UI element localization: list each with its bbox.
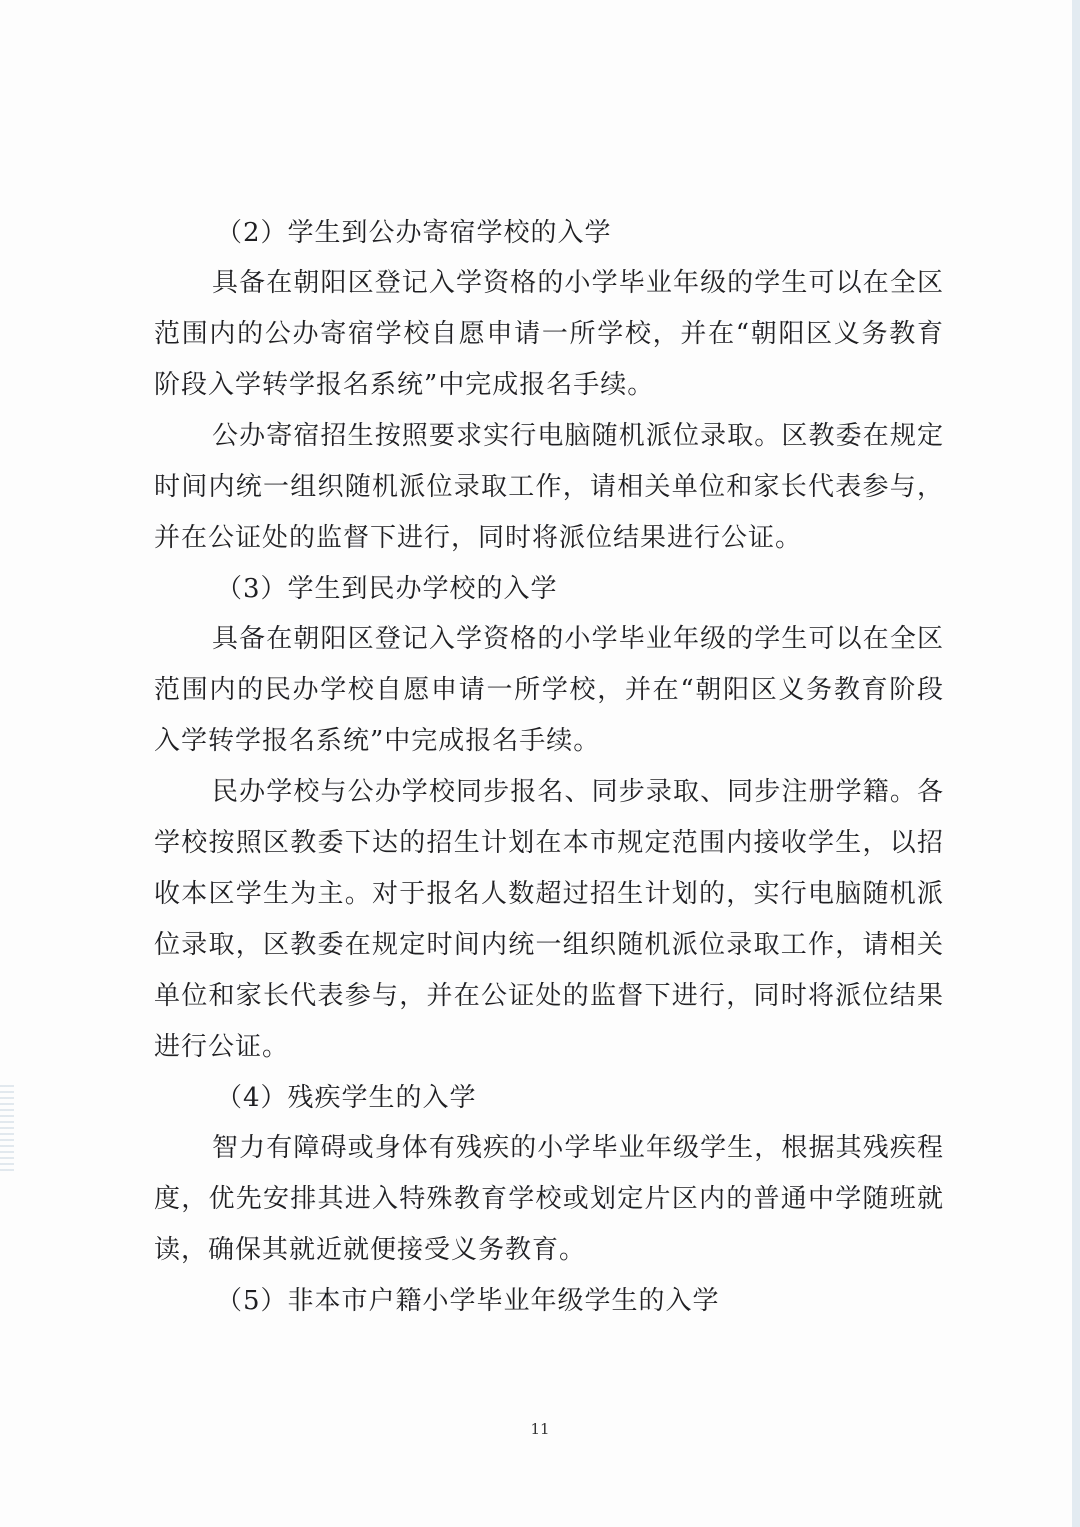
paragraph: 民办学校与公办学校同步报名、同步录取、同步注册学籍。各学校按照区教委下达的招生计划在本市规定范围内接收学生，以招收本区学生为主。对于报名人数超过招生计划的，实行电脑随机派位录取，区教委在规定时间内统一组织随机派位录取工作，请相关单位和家长代表参与，并在公证处的监督下进行，同时将派位结果进行公证。 (154, 777, 944, 1062)
paragraph: 公办寄宿招生按照要求实行电脑随机派位录取。区教委在规定时间内统一组织随机派位录取工作，请相关单位和家长代表参与，并在公证处的监督下进行，同时将派位结果进行公证。 (154, 421, 944, 553)
page-number: 11 (530, 1420, 550, 1438)
section-heading-5: （5）非本市户籍小学毕业年级学生的入学 (216, 1286, 720, 1316)
paragraph: 具备在朝阳区登记入学资格的小学毕业年级的学生可以在全区范围内的民办学校自愿申请一所学校，并在“朝阳区义务教育阶段入学转学报名系统”中完成报名手续。 (154, 624, 944, 756)
paragraph: 具备在朝阳区登记入学资格的小学毕业年级的学生可以在全区范围内的公办寄宿学校自愿申请一所学校，并在“朝阳区义务教育阶段入学转学报名系统”中完成报名手续。 (154, 268, 944, 400)
section-heading-4: （4）残疾学生的入学 (216, 1083, 477, 1113)
document-body (154, 208, 944, 1326)
section-heading-2: （2）学生到公办寄宿学校的入学 (216, 218, 612, 248)
scan-marks (0, 1085, 14, 1175)
scan-edge (1072, 0, 1080, 1527)
paragraph: 智力有障碍或身体有残疾的小学毕业年级学生，根据其残疾程度，优先安排其进入特殊教育学校或划定片区内的普通中学随班就读，确保其就近就便接受义务教育。 (154, 1133, 944, 1265)
section-heading-3: （3）学生到民办学校的入学 (216, 574, 558, 604)
